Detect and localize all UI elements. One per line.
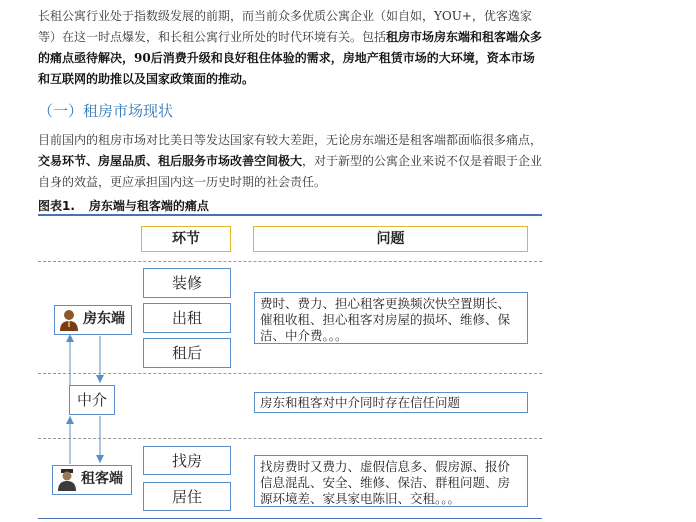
intro-text: 长租公寓行业处于指数级发展的前期，而当前众多优质公寓企业（如自如，YOU+，优客逸家等）在这一时点爆发，和长租公寓行业所处的时代环境有关。包括 xyxy=(38,9,532,44)
landlord-step-after-rent: 租后 xyxy=(143,338,231,368)
intermediary-issues: 房东和租客对中介同时存在信任问题 xyxy=(254,392,528,413)
tenant-step-live: 居住 xyxy=(143,482,231,511)
market-bold-text: 交易环节、房屋品质、租后服务市场改善空间极大 xyxy=(38,154,303,168)
landlord-label: 房东端 xyxy=(83,311,125,327)
landlord-person-icon xyxy=(59,309,79,331)
landlord-step-rent-out: 出租 xyxy=(143,303,231,333)
section-divider-bottom xyxy=(38,438,542,439)
steps-header: 环节 xyxy=(141,226,231,252)
intro-bold-text: 租房市场房东端和租客端众多的痛点亟待解决，90后消费升级和良好租住体验的需求，房地产租赁市场的大环境，资本市场和互联网的助推以及国家政策面的推动。 xyxy=(38,30,543,86)
market-text-1: 目前国内的租房市场对比美日等发达国家有较大差距，无论房东端还是租客端都面临很多痛点， xyxy=(38,133,543,147)
tenant-label: 租客端 xyxy=(81,471,123,487)
tenant-step-find-house: 找房 xyxy=(143,446,231,475)
intermediary-actor: 中介 xyxy=(69,385,115,415)
section-heading: （一）租房市场现状 xyxy=(38,102,174,120)
figure-bottom-rule xyxy=(38,518,542,519)
landlord-step-renovation: 装修 xyxy=(143,268,231,298)
tenant-actor xyxy=(52,465,132,495)
issues-header: 问题 xyxy=(253,226,528,252)
landlord-actor xyxy=(54,305,132,335)
figure-label: 图表1. xyxy=(38,199,75,213)
market-text-2: ，对于新型的公寓企业来说不仅是着眼于企业自身的效益，更应承担国内这一历史时期的社会责任。 xyxy=(38,154,543,189)
tenant-issues: 找房费时又费力、虚假信息多、假房源、报价信息混乱、安全、维修、保洁、群租问题、房源环境差、家具家电陈旧、交租。。。 xyxy=(254,455,528,507)
tenant-person-icon xyxy=(57,469,77,491)
landlord-issues: 费时、费力、担心租客更换频次快空置期长、催租收租、担心租客对房屋的损坏、维修、保洁、中介费。。。 xyxy=(254,292,528,344)
figure-title: 房东端与租客端的痛点 xyxy=(88,199,209,213)
section-divider-top xyxy=(38,261,542,262)
section-divider-middle xyxy=(38,373,542,374)
